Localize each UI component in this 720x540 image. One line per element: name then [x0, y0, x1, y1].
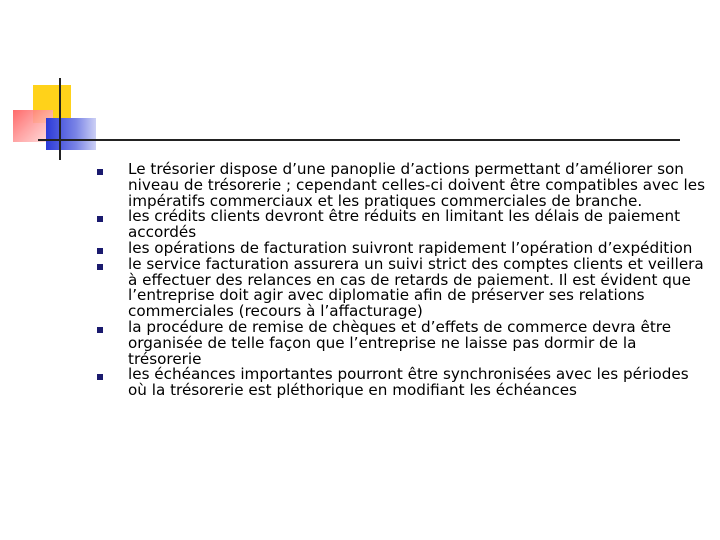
bullet-text: les échéances importantes pourront être synchronisées avec les périodes où la trésorerie est pléthorique en modifiant les échéances [128, 365, 689, 400]
vertical-rule [59, 78, 61, 160]
bullet-text: Le trésorier dispose d’une panoplie d’actions permettant d’améliorer son niveau de trésorerie ; cependant celles-ci doivent être compatibles avec les impératifs commerciaux et les pratiques commerciales de branche. [128, 160, 705, 210]
square-bullet-icon [97, 327, 103, 333]
bullet-text: les opérations de facturation suivront rapidement l’opération d’expédition [128, 238, 693, 257]
blue-decor-square [46, 118, 96, 150]
bullet-item [96, 254, 706, 321]
square-bullet-icon [97, 374, 103, 380]
square-bullet-icon [97, 264, 103, 270]
bullet-item [96, 162, 706, 209]
square-bullet-icon [97, 169, 103, 175]
bullet-item [96, 367, 706, 399]
square-bullet-icon [97, 216, 103, 222]
bullet-item [96, 317, 706, 368]
bullet-list [96, 162, 706, 399]
bullet-item [96, 209, 706, 241]
bullet-text: les crédits clients devront être réduits en limitant les délais de paiement accordés [128, 207, 681, 242]
horizontal-rule [38, 139, 680, 141]
bullet-text: le service facturation assurera un suivi strict des comptes clients et veillera à effectuer des relances en cas de retards de paiement. Il est évident que l’entreprise doit agir avec diplomatie afin de préserver ses relations commerciales (recours à l’affacturage) [128, 254, 704, 321]
bullet-text: la procédure de remise de chèques et d’effets de commerce devra être organisée de telle façon que l’entreprise ne laisse pas dormir de la trésorerie [128, 317, 672, 368]
square-bullet-icon [97, 248, 103, 254]
